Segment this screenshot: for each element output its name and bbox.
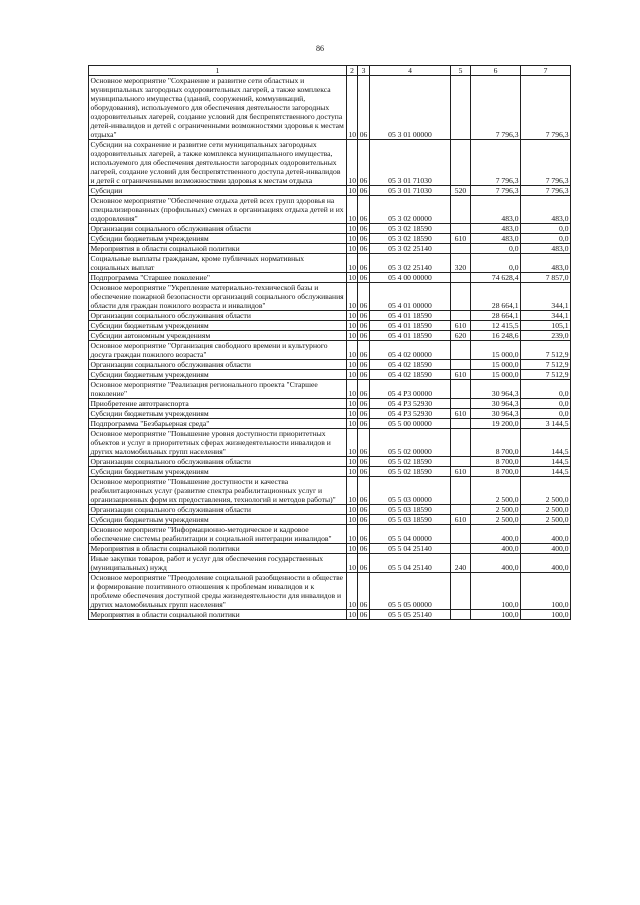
row-name-cell: Основное мероприятие "Организация свободного времени и культурного досуга граждан пожилого возраста" <box>89 341 347 360</box>
row-amount-col6-cell: 0,0 <box>471 254 521 273</box>
row-target-code-cell: 05 4 02 18590 <box>370 360 451 370</box>
row-amount-col6-cell: 483,0 <box>471 196 521 224</box>
row-expense-type-cell: 610 <box>451 409 471 419</box>
row-name-cell: Мероприятия в области социальной политики <box>89 244 347 254</box>
table-row <box>89 429 571 457</box>
row-expense-type-cell: 610 <box>451 515 471 525</box>
row-expense-type-cell <box>451 360 471 370</box>
row-target-code-cell: 05 5 04 00000 <box>370 525 451 544</box>
row-subsection-cell: 06 <box>358 254 370 273</box>
row-expense-type-cell <box>451 505 471 515</box>
table-row <box>89 525 571 544</box>
row-name-cell: Мероприятия в области социальной политики <box>89 544 347 554</box>
page-number: 86 <box>316 44 324 53</box>
row-name-cell: Основное мероприятие "Повышение доступности и качества реабилитационных услуг (развитие спектра реабилитационных услуг и организационных форм их предоставления, технологий и методов работы)" <box>89 477 347 505</box>
row-amount-col6-cell: 2 500,0 <box>471 477 521 505</box>
row-subsection-cell: 06 <box>358 370 370 380</box>
row-amount-col6-cell: 28 664,1 <box>471 283 521 311</box>
row-expense-type-cell <box>451 76 471 140</box>
row-amount-col7-cell: 483,0 <box>521 244 571 254</box>
row-target-code-cell: 05 3 02 25140 <box>370 244 451 254</box>
row-amount-col6-cell: 30 964,3 <box>471 409 521 419</box>
row-amount-col6-cell: 483,0 <box>471 224 521 234</box>
row-amount-col7-cell: 344,1 <box>521 311 571 321</box>
row-name-cell: Подпрограмма "Старшее поколение" <box>89 273 347 283</box>
row-amount-col7-cell: 400,0 <box>521 544 571 554</box>
row-subsection-cell: 06 <box>358 140 370 186</box>
row-target-code-cell: 05 5 04 25140 <box>370 544 451 554</box>
row-target-code-cell: 05 3 02 00000 <box>370 196 451 224</box>
table-row <box>89 341 571 360</box>
table-row <box>89 273 571 283</box>
table-row <box>89 554 571 573</box>
row-name-cell: Организации социального обслуживания области <box>89 505 347 515</box>
row-target-code-cell: 05 3 02 25140 <box>370 254 451 273</box>
row-target-code-cell: 05 4 02 18590 <box>370 370 451 380</box>
row-expense-type-cell <box>451 283 471 311</box>
row-subsection-cell: 06 <box>358 76 370 140</box>
row-name-cell: Основное мероприятие "Преодоление социальной разобщенности в обществе и формирование позитивного отношения к проблемам инвалидов и к проблеме обеспечения доступной среды жизнедеятельности для инвалидов и других маломобильных групп населения" <box>89 573 347 610</box>
row-amount-col7-cell: 2 500,0 <box>521 477 571 505</box>
row-section-cell: 10 <box>347 554 358 573</box>
row-target-code-cell: 05 4 01 18590 <box>370 321 451 331</box>
row-subsection-cell: 06 <box>358 525 370 544</box>
row-section-cell: 10 <box>348 457 357 466</box>
row-expense-type-cell <box>451 477 471 505</box>
row-expense-type-cell <box>451 610 471 620</box>
row-amount-col7-cell: 144,5 <box>521 467 571 477</box>
row-subsection-cell: 06 <box>358 505 370 515</box>
table-row <box>89 196 571 224</box>
row-amount-col6-cell: 12 415,5 <box>471 321 521 331</box>
row-section-cell: 10 <box>347 429 358 457</box>
row-amount-col6-cell: 400,0 <box>471 544 521 554</box>
row-target-code-cell: 05 4 02 00000 <box>370 341 451 360</box>
row-amount-col7-cell: 7 512,9 <box>521 360 571 370</box>
row-target-code-cell: 05 5 02 18590 <box>370 467 451 477</box>
row-name-cell: Субсидии <box>89 186 347 196</box>
table-row <box>89 140 571 186</box>
row-section-cell: 10 <box>347 341 358 360</box>
row-amount-col7-cell: 344,1 <box>521 283 571 311</box>
table-row <box>89 331 571 341</box>
table-row <box>89 477 571 505</box>
table-row <box>89 419 571 429</box>
row-name-cell: Субсидии бюджетным учреждениям <box>89 234 347 244</box>
row-amount-col6-cell: 2 500,0 <box>471 515 521 525</box>
row-target-code-cell: 05 3 02 18590 <box>370 234 451 244</box>
row-amount-col7-cell: 7 796,3 <box>521 186 571 196</box>
row-name-cell: Мероприятия в области социальной политики <box>89 610 347 620</box>
row-amount-col6-cell: 28 664,1 <box>471 311 521 321</box>
row-amount-col6-cell: 100,0 <box>471 610 521 620</box>
row-name-cell: Организации социального обслуживания области <box>89 224 347 234</box>
row-subsection-cell: 06 <box>358 515 370 525</box>
row-name-cell: Субсидии бюджетным учреждениям <box>89 321 347 331</box>
column-header-4: 4 <box>370 66 451 76</box>
row-amount-col6-cell: 8 700,0 <box>471 457 521 467</box>
row-subsection-cell: 06 <box>358 234 370 244</box>
row-subsection-cell: 06 <box>358 224 370 234</box>
row-target-code-cell: 05 4 01 18590 <box>370 331 451 341</box>
row-section-cell: 10 <box>348 544 357 553</box>
table-header-row <box>89 66 571 76</box>
table-row <box>89 467 571 477</box>
row-amount-col6-cell: 74 628,4 <box>471 273 521 283</box>
row-section-cell: 10 <box>347 254 358 273</box>
row-subsection-cell: 06 <box>358 544 370 554</box>
row-name-cell: Субсидии бюджетным учреждениям <box>89 515 347 525</box>
row-amount-col7-cell: 100,0 <box>521 573 571 610</box>
row-amount-col7-cell: 144,5 <box>521 457 571 467</box>
row-section-cell: 10 <box>347 573 358 610</box>
row-amount-col6-cell: 0,0 <box>471 244 521 254</box>
row-section-cell: 10 <box>348 273 357 282</box>
row-subsection-cell: 06 <box>358 380 370 399</box>
row-name-cell: Основное мероприятие "Повышение уровня доступности приоритетных объектов и услуг в приоритетных сферах жизнедеятельности инвалидов и других маломобильных групп населения" <box>89 429 347 457</box>
table-row <box>89 321 571 331</box>
row-subsection-cell: 06 <box>358 360 370 370</box>
row-amount-col6-cell: 8 700,0 <box>471 467 521 477</box>
row-subsection-cell: 06 <box>358 477 370 505</box>
row-subsection-cell: 06 <box>358 196 370 224</box>
row-name-cell: Основное мероприятие "Сохранение и развитие сети областных и муниципальных загородных оздоровительных лагерей, а также комплекса муниципального имущества (зданий, сооружений, коммуникаций, оборудования), используемого для обеспечения деятельности загородных оздоровительных лагерей, создание условий для беспрепятственного доступа детей-инвалидов и детей с ограниченными возможностями здоровья к местам отдыха" <box>89 76 347 140</box>
row-target-code-cell: 05 3 01 71030 <box>370 140 451 186</box>
row-amount-col6-cell: 400,0 <box>471 554 521 573</box>
row-amount-col6-cell: 100,0 <box>471 573 521 610</box>
row-subsection-cell: 06 <box>358 244 370 254</box>
row-expense-type-cell: 610 <box>451 321 471 331</box>
row-name-cell: Иные закупки товаров, работ и услуг для обеспечения государственных (муниципальных) нужд <box>89 554 347 573</box>
row-subsection-cell: 06 <box>358 273 370 283</box>
row-amount-col7-cell: 2 500,0 <box>521 505 571 515</box>
row-expense-type-cell <box>451 419 471 429</box>
row-amount-col7-cell: 0,0 <box>521 380 571 399</box>
row-name-cell: Основное мероприятие "Реализация регионального проекта "Старшее поколение" <box>89 380 347 399</box>
row-subsection-cell: 06 <box>358 457 370 467</box>
row-amount-col7-cell: 0,0 <box>521 234 571 244</box>
column-header-7: 7 <box>521 66 571 76</box>
row-subsection-cell: 06 <box>358 409 370 419</box>
row-expense-type-cell <box>451 525 471 544</box>
row-name-cell: Социальные выплаты гражданам, кроме публичных нормативных социальных выплат <box>89 254 347 273</box>
row-subsection-cell: 06 <box>358 341 370 360</box>
row-amount-col6-cell: 7 796,3 <box>471 186 521 196</box>
row-name-cell: Субсидии бюджетным учреждениям <box>89 409 347 419</box>
table-row <box>89 544 571 554</box>
row-section-cell: 10 <box>348 321 357 330</box>
table-row <box>89 224 571 234</box>
row-section-cell: 10 <box>348 505 357 514</box>
row-amount-col7-cell: 2 500,0 <box>521 515 571 525</box>
row-expense-type-cell: 610 <box>451 467 471 477</box>
row-amount-col7-cell: 400,0 <box>521 525 571 544</box>
row-amount-col7-cell: 105,1 <box>521 321 571 331</box>
row-section-cell: 10 <box>348 370 357 379</box>
row-amount-col7-cell: 7 512,9 <box>521 370 571 380</box>
table-row <box>89 311 571 321</box>
table-row <box>89 515 571 525</box>
row-target-code-cell: 05 4 01 00000 <box>370 283 451 311</box>
row-amount-col7-cell: 144,5 <box>521 429 571 457</box>
row-amount-col6-cell: 2 500,0 <box>471 505 521 515</box>
row-target-code-cell: 05 4 P3 52930 <box>370 399 451 409</box>
table-row <box>89 244 571 254</box>
row-section-cell: 10 <box>347 525 358 544</box>
row-section-cell: 10 <box>348 610 357 619</box>
row-expense-type-cell <box>451 380 471 399</box>
row-expense-type-cell <box>451 399 471 409</box>
budget-table <box>88 65 571 620</box>
row-section-cell: 10 <box>347 196 358 224</box>
row-target-code-cell: 05 3 02 18590 <box>370 224 451 234</box>
row-section-cell: 10 <box>348 467 357 476</box>
row-expense-type-cell <box>451 544 471 554</box>
table-row <box>89 76 571 140</box>
row-amount-col6-cell: 483,0 <box>471 234 521 244</box>
row-target-code-cell: 05 4 01 18590 <box>370 311 451 321</box>
row-expense-type-cell <box>451 196 471 224</box>
row-section-cell: 10 <box>348 331 357 340</box>
row-section-cell: 10 <box>348 409 357 418</box>
table-row <box>89 186 571 196</box>
row-amount-col7-cell: 483,0 <box>521 196 571 224</box>
row-subsection-cell: 06 <box>358 573 370 610</box>
table-row <box>89 283 571 311</box>
row-section-cell: 10 <box>348 186 357 195</box>
row-target-code-cell: 05 4 P3 00000 <box>370 380 451 399</box>
row-section-cell: 10 <box>348 419 357 428</box>
row-target-code-cell: 05 3 01 00000 <box>370 76 451 140</box>
row-amount-col6-cell: 30 964,3 <box>471 399 521 409</box>
row-amount-col7-cell: 3 144,5 <box>521 419 571 429</box>
row-section-cell: 10 <box>348 360 357 369</box>
table-row <box>89 457 571 467</box>
row-name-cell: Субсидии на сохранение и развитие сети муниципальных загородных оздоровительных лагерей, а также комплекса муниципального имущества, используемого для обеспечения деятельности загородных оздоровительных лагерей, создание условий для беспрепятственного доступа детей-инвалидов и детей с ограниченными возможностями здоровья к местам отдыха <box>89 140 347 186</box>
row-amount-col7-cell: 7 857,0 <box>521 273 571 283</box>
table-row <box>89 254 571 273</box>
row-expense-type-cell: 520 <box>451 186 471 196</box>
row-amount-col7-cell: 0,0 <box>521 399 571 409</box>
row-subsection-cell: 06 <box>358 399 370 409</box>
row-subsection-cell: 06 <box>358 311 370 321</box>
column-header-1: 1 <box>89 66 347 76</box>
row-name-cell: Основное мероприятие "Обеспечение отдыха детей всех групп здоровья на специализированных (профильных) сменах в организациях отдыха детей и их оздоровления" <box>89 196 347 224</box>
row-expense-type-cell: 320 <box>451 254 471 273</box>
row-subsection-cell: 06 <box>358 186 370 196</box>
row-target-code-cell: 05 5 00 00000 <box>370 419 451 429</box>
row-amount-col6-cell: 15 000,0 <box>471 360 521 370</box>
row-target-code-cell: 05 3 01 71030 <box>370 186 451 196</box>
row-name-cell: Организации социального обслуживания области <box>89 360 347 370</box>
row-name-cell: Основное мероприятие "Укрепление материально-технической базы и обеспечение пожарной безопасности организаций социального обслуживания области для граждан пожилого возраста и инвалидов" <box>89 283 347 311</box>
row-section-cell: 10 <box>348 311 357 320</box>
row-name-cell: Субсидии автономным учреждениям <box>89 331 347 341</box>
table-row <box>89 573 571 610</box>
row-name-cell: Субсидии бюджетным учреждениям <box>89 370 347 380</box>
row-section-cell: 10 <box>347 140 358 186</box>
table-row <box>89 409 571 419</box>
row-section-cell: 10 <box>347 76 358 140</box>
row-amount-col6-cell: 15 000,0 <box>471 370 521 380</box>
row-amount-col7-cell: 100,0 <box>521 610 571 620</box>
row-section-cell: 10 <box>347 477 358 505</box>
row-target-code-cell: 05 4 P3 52930 <box>370 409 451 419</box>
row-expense-type-cell: 620 <box>451 331 471 341</box>
row-target-code-cell: 05 5 04 25140 <box>370 554 451 573</box>
row-target-code-cell: 05 5 02 00000 <box>370 429 451 457</box>
row-amount-col6-cell: 15 000,0 <box>471 341 521 360</box>
row-amount-col7-cell: 483,0 <box>521 254 571 273</box>
row-amount-col6-cell: 7 796,3 <box>471 76 521 140</box>
row-section-cell: 10 <box>348 244 357 253</box>
row-expense-type-cell: 610 <box>451 234 471 244</box>
row-expense-type-cell <box>451 273 471 283</box>
row-target-code-cell: 05 4 00 00000 <box>370 273 451 283</box>
row-section-cell: 10 <box>347 283 358 311</box>
row-section-cell: 10 <box>348 234 357 243</box>
row-subsection-cell: 06 <box>358 419 370 429</box>
row-expense-type-cell <box>451 244 471 254</box>
row-name-cell: Подпрограмма "Безбарьерная среда" <box>89 419 347 429</box>
row-name-cell: Приобретение автотранспорта <box>89 399 347 409</box>
row-amount-col6-cell: 19 200,0 <box>471 419 521 429</box>
table-row <box>89 610 571 620</box>
row-section-cell: 10 <box>348 399 357 408</box>
row-amount-col6-cell: 16 248,6 <box>471 331 521 341</box>
row-expense-type-cell <box>451 457 471 467</box>
row-amount-col7-cell: 400,0 <box>521 554 571 573</box>
row-expense-type-cell: 240 <box>451 554 471 573</box>
row-expense-type-cell: 610 <box>451 370 471 380</box>
column-header-6: 6 <box>471 66 521 76</box>
column-header-2: 2 <box>347 66 358 76</box>
column-header-3: 3 <box>358 66 370 76</box>
row-target-code-cell: 05 5 03 00000 <box>370 477 451 505</box>
row-subsection-cell: 06 <box>358 331 370 341</box>
row-expense-type-cell <box>451 341 471 360</box>
table-row <box>89 370 571 380</box>
row-amount-col7-cell: 0,0 <box>521 224 571 234</box>
table-row <box>89 399 571 409</box>
table-row <box>89 234 571 244</box>
row-amount-col7-cell: 7 512,9 <box>521 341 571 360</box>
row-section-cell: 10 <box>347 380 358 399</box>
row-target-code-cell: 05 5 03 18590 <box>370 515 451 525</box>
row-amount-col7-cell: 239,0 <box>521 331 571 341</box>
row-subsection-cell: 06 <box>358 429 370 457</box>
row-subsection-cell: 06 <box>358 610 370 620</box>
table-row <box>89 360 571 370</box>
column-header-5: 5 <box>451 66 471 76</box>
row-section-cell: 10 <box>348 224 357 233</box>
row-amount-col6-cell: 8 700,0 <box>471 429 521 457</box>
row-expense-type-cell <box>451 311 471 321</box>
row-amount-col7-cell: 7 796,3 <box>521 76 571 140</box>
row-expense-type-cell <box>451 224 471 234</box>
row-subsection-cell: 06 <box>358 467 370 477</box>
row-expense-type-cell <box>451 429 471 457</box>
table-row <box>89 505 571 515</box>
row-amount-col7-cell: 0,0 <box>521 409 571 419</box>
row-subsection-cell: 06 <box>358 283 370 311</box>
row-amount-col6-cell: 400,0 <box>471 525 521 544</box>
row-subsection-cell: 06 <box>358 321 370 331</box>
row-name-cell: Организации социального обслуживания области <box>89 311 347 321</box>
row-target-code-cell: 05 5 05 00000 <box>370 573 451 610</box>
row-expense-type-cell <box>451 140 471 186</box>
table-row <box>89 380 571 399</box>
row-subsection-cell: 06 <box>358 554 370 573</box>
row-target-code-cell: 05 5 05 25140 <box>370 610 451 620</box>
row-amount-col6-cell: 30 964,3 <box>471 380 521 399</box>
row-amount-col6-cell: 7 796,3 <box>471 140 521 186</box>
row-name-cell: Основное мероприятие "Информационно-методическое и кадровое обеспечение системы реабилитации и социальной интеграции инвалидов" <box>89 525 347 544</box>
row-target-code-cell: 05 5 03 18590 <box>370 505 451 515</box>
row-section-cell: 10 <box>348 515 357 524</box>
row-amount-col7-cell: 7 796,3 <box>521 140 571 186</box>
row-target-code-cell: 05 5 02 18590 <box>370 457 451 467</box>
row-name-cell: Организации социального обслуживания области <box>89 457 347 467</box>
row-expense-type-cell <box>451 573 471 610</box>
row-name-cell: Субсидии бюджетным учреждениям <box>89 467 347 477</box>
